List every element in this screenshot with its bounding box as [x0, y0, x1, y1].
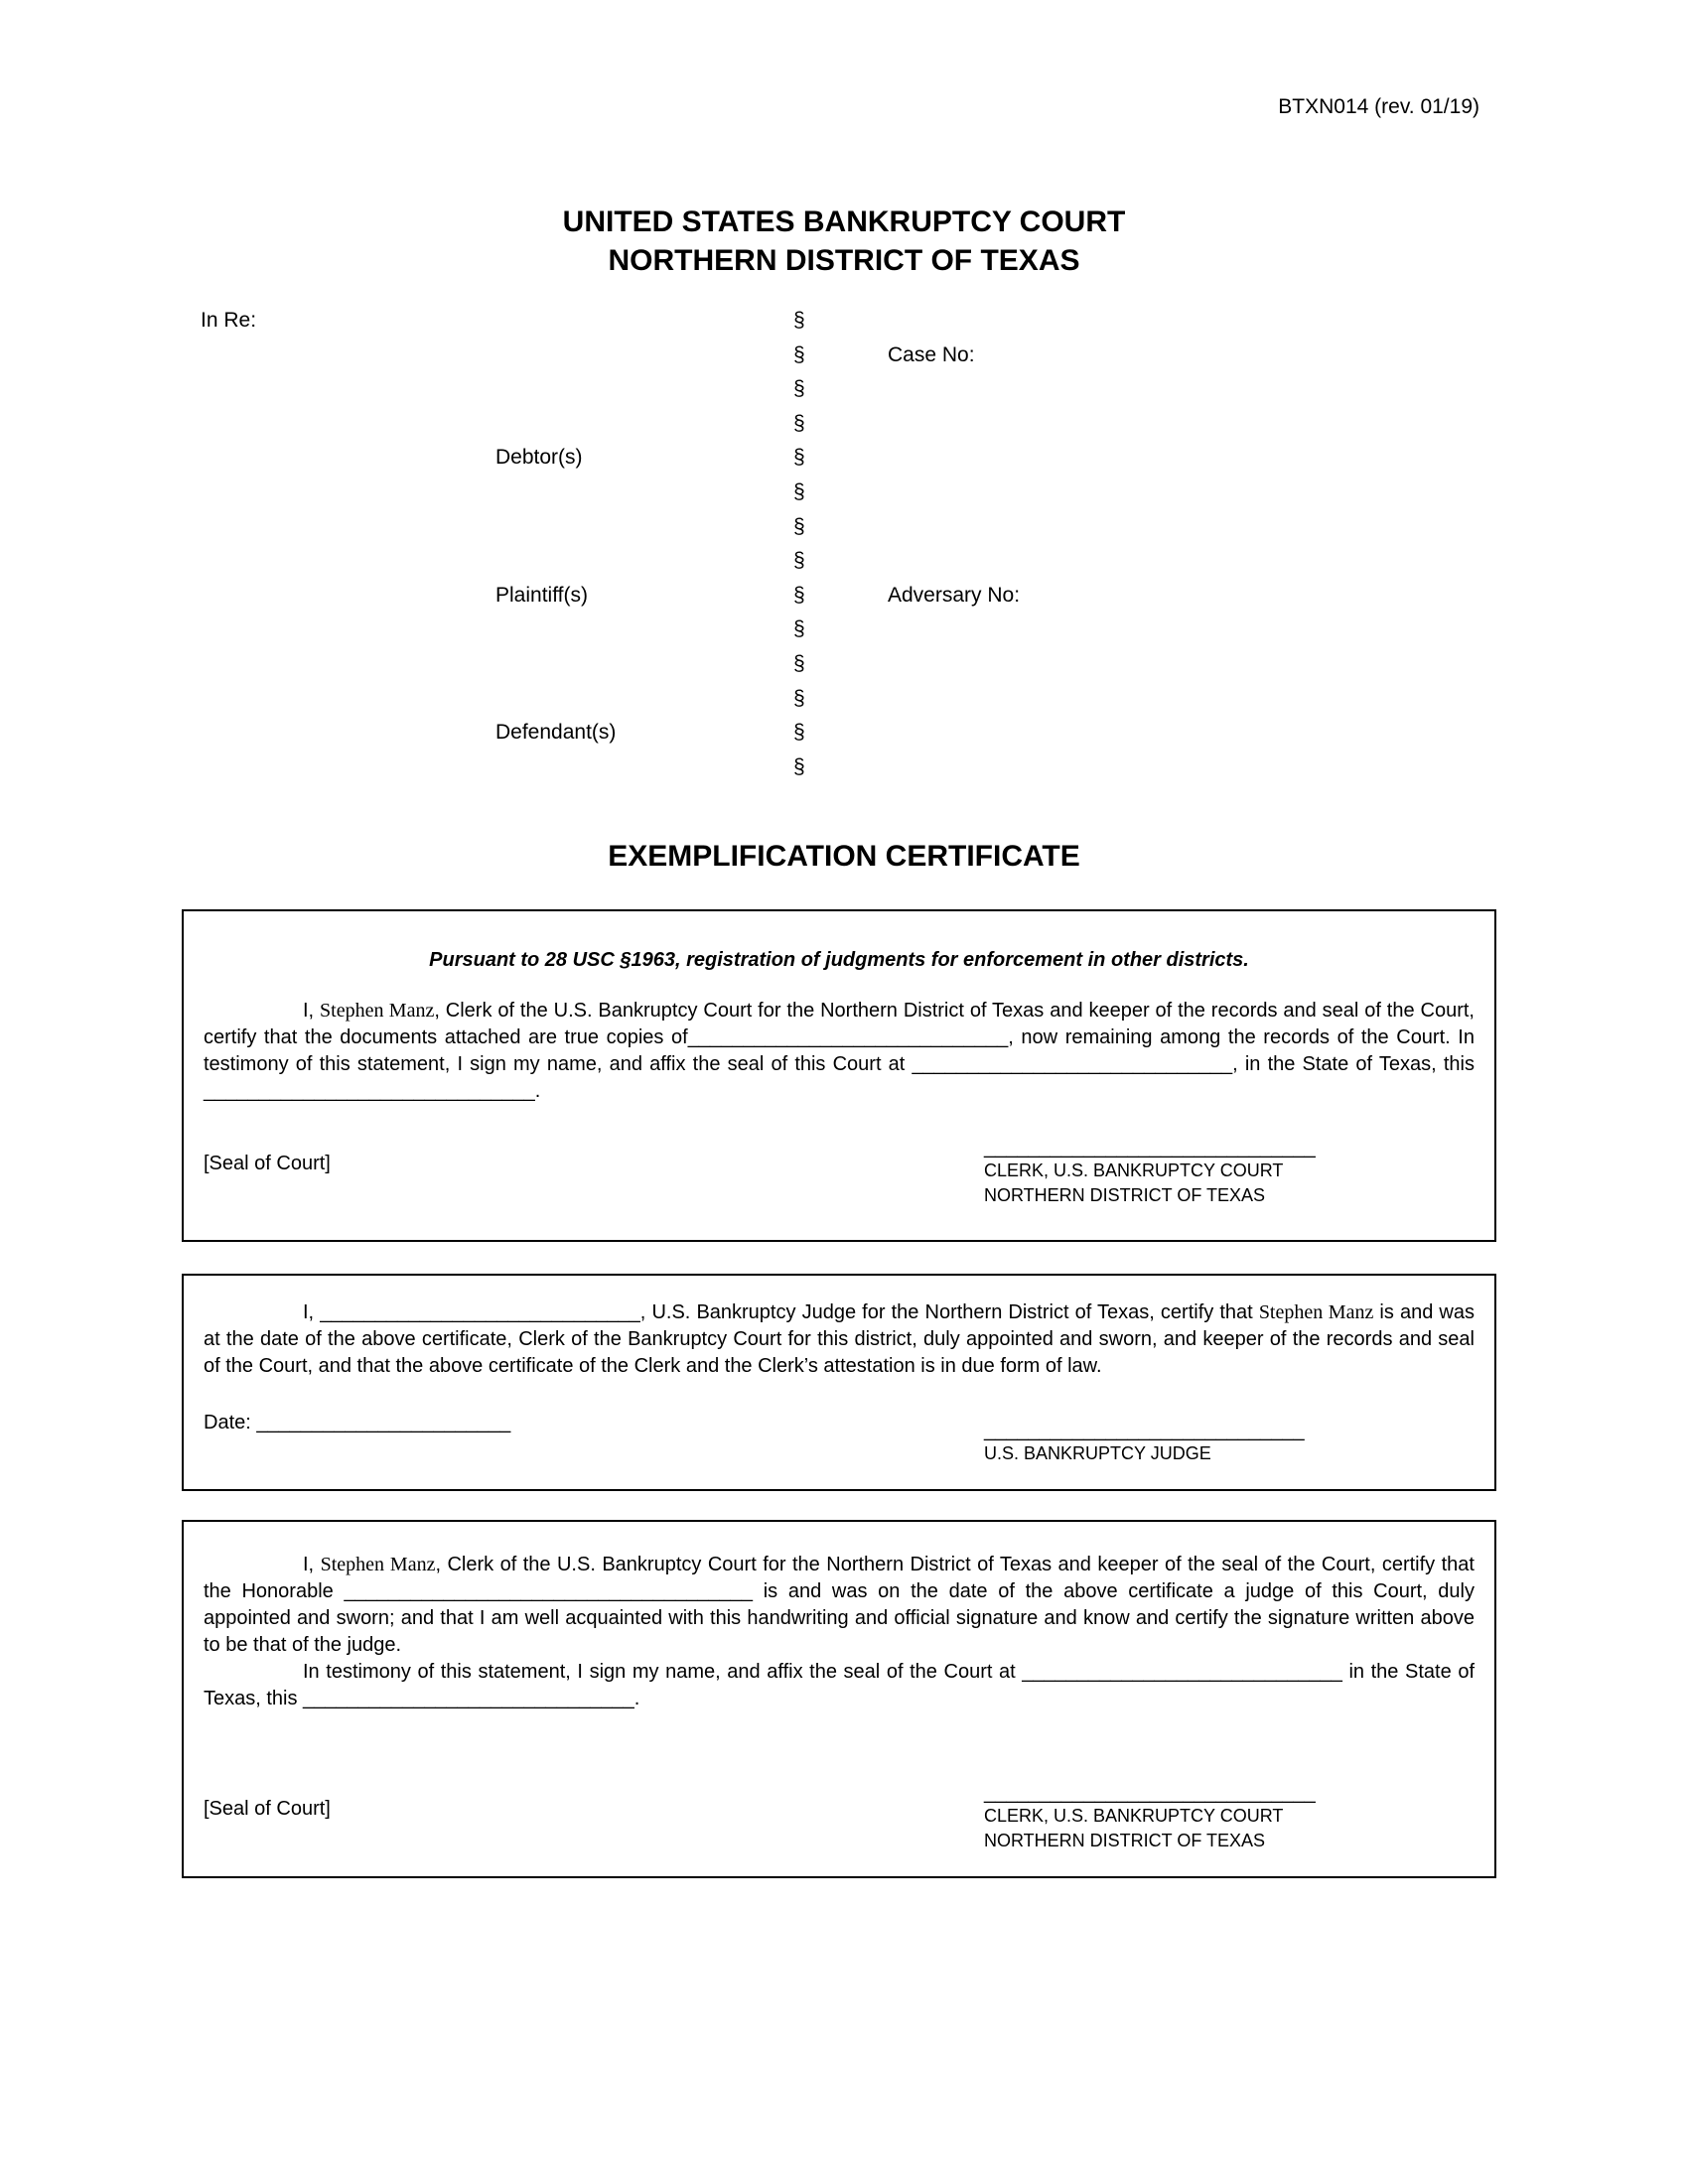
- text-segment: , in the State of Texas, this: [1232, 1053, 1475, 1075]
- court-title-line1: UNITED STATES BANKRUPTCY COURT: [562, 205, 1126, 238]
- clerk-judge-certificate-text: [204, 1552, 1475, 1659]
- caption-row: [201, 647, 1491, 682]
- caption-row: [201, 339, 1491, 373]
- section-symbol: §: [793, 651, 805, 675]
- section-symbol: §: [793, 479, 805, 503]
- section-symbol: §: [793, 721, 805, 745]
- clerk-certificate-box: [182, 909, 1496, 1242]
- caption-row: [201, 441, 1491, 476]
- text-segment: , U.S. Bankruptcy Judge for the Northern District of Texas, certify that: [639, 1301, 1259, 1323]
- signature-row: [204, 1782, 1475, 1853]
- date-label: Date:: [204, 1412, 257, 1433]
- section-symbol: §: [793, 754, 805, 778]
- judge-certificate-text: [204, 1299, 1475, 1380]
- date-field: [204, 1410, 510, 1436]
- court-title: [0, 203, 1688, 280]
- judge-name-blank: _____________________________: [320, 1301, 640, 1323]
- form-number: BTXN014 (rev. 01/19): [1278, 95, 1479, 118]
- section-symbol: §: [793, 514, 805, 538]
- caption-row: [201, 304, 1491, 339]
- signature-title-line2: NORTHERN DISTRICT OF TEXAS: [984, 1185, 1266, 1205]
- clerk-certificate-text: [204, 998, 1475, 1105]
- signature-line: _____________________________: [984, 1420, 1305, 1441]
- location-blank: _____________________________: [1022, 1661, 1342, 1683]
- text-segment: .: [633, 1688, 640, 1709]
- text-segment: I,: [303, 1554, 321, 1575]
- text-segment: In testimony of this statement, I sign my name, and affix the seal of the Court at: [303, 1661, 1023, 1683]
- debtors-label: Debtor(s): [495, 446, 583, 470]
- statute-heading: Pursuant to 28 USC §1963, registration of judgments for enforcement in other districts.: [429, 949, 1249, 971]
- date-blank: _______________________: [256, 1412, 511, 1433]
- clerk-judge-certificate-box: [182, 1520, 1496, 1878]
- caption-row: [201, 579, 1491, 614]
- text-segment: is and was on the date of the above certificate a judge of this Court, duly appointed and sworn; and that I am well acquainted with this handwriting and official signature and know and certify the signature written above to be that of the judge.: [204, 1580, 1475, 1656]
- caption-row: [201, 372, 1491, 407]
- caption-row: [201, 407, 1491, 442]
- clerk-name: Stephen Manz: [1258, 1301, 1374, 1323]
- text-segment: in the State of Texas, this: [204, 1661, 1475, 1709]
- clerk-name: Stephen Manz: [320, 1554, 436, 1575]
- signature-row: [204, 1137, 1475, 1208]
- section-symbol: §: [793, 309, 805, 332]
- case-no-label: Case No:: [888, 342, 975, 366]
- in-re-label: In Re:: [201, 309, 257, 332]
- plaintiffs-label: Plaintiff(s): [495, 583, 588, 607]
- caption-row: [201, 510, 1491, 545]
- text-segment: is and was at the date of the above certificate, Clerk of the Bankruptcy Court for this district, duly appointed and sworn, and keeper of the records and seal of the Court, and that the above certificate of the Clerk and the Clerk’s attestation is in due form of law.: [204, 1301, 1475, 1377]
- text-segment: I,: [303, 1000, 321, 1022]
- section-symbol: §: [793, 617, 805, 641]
- clerk-signature-block: [984, 1137, 1475, 1208]
- section-symbol: §: [793, 686, 805, 710]
- date-blank: ______________________________: [204, 1080, 535, 1102]
- section-symbol: §: [793, 583, 805, 607]
- clerk-name: Stephen Manz: [320, 1000, 435, 1022]
- signature-title-line1: CLERK, U.S. BANKRUPTCY COURT: [984, 1160, 1284, 1180]
- date-blank: ______________________________: [303, 1688, 634, 1709]
- caption-row: [201, 751, 1491, 785]
- signature-title: U.S. BANKRUPTCY JUDGE: [984, 1443, 1211, 1463]
- section-symbol: §: [793, 342, 805, 366]
- signature-title-line1: CLERK, U.S. BANKRUPTCY COURT: [984, 1806, 1284, 1826]
- clerk-signature-block: [984, 1782, 1475, 1853]
- section-symbol: §: [793, 411, 805, 435]
- documents-blank: _____________________________: [687, 1026, 1009, 1048]
- judge-signature-block: [984, 1420, 1475, 1466]
- section-symbol: §: [793, 377, 805, 401]
- seal-of-court-label: [Seal of Court]: [204, 1153, 331, 1174]
- case-caption: [201, 304, 1491, 784]
- signature-title-line2: NORTHERN DISTRICT OF TEXAS: [984, 1831, 1266, 1850]
- caption-row: [201, 476, 1491, 510]
- judge-certificate-box: [182, 1274, 1496, 1491]
- judge-name-blank: _____________________________________: [344, 1580, 754, 1602]
- testimony-text: [204, 1659, 1475, 1712]
- text-segment: , Clerk of the U.S. Bankruptcy Court for the Northern District of Texas and keeper of the seal of the Court, certify that the Honorable: [204, 1554, 1475, 1602]
- caption-row: [201, 613, 1491, 647]
- signature-row: [204, 1404, 1475, 1466]
- caption-row: [201, 682, 1491, 717]
- caption-row: [201, 716, 1491, 751]
- seal-of-court-label: [Seal of Court]: [204, 1798, 331, 1820]
- defendants-label: Defendant(s): [495, 721, 617, 745]
- text-segment: , now remaining among the records of the Court. In testimony of this statement, I sign my name, and affix the seal of this Court at: [204, 1026, 1475, 1075]
- text-segment: I,: [303, 1301, 321, 1323]
- signature-line: ______________________________: [984, 1137, 1316, 1159]
- certificate-title: EXEMPLIFICATION CERTIFICATE: [608, 840, 1080, 873]
- caption-row: [201, 544, 1491, 579]
- location-blank: _____________________________: [912, 1053, 1233, 1075]
- text-segment: , Clerk of the U.S. Bankruptcy Court for the Northern District of Texas and keeper of the records and seal of the Court, certify that the documents attached are true copies of: [204, 1000, 1475, 1048]
- text-segment: .: [534, 1080, 541, 1102]
- signature-line: ______________________________: [984, 1782, 1316, 1804]
- section-symbol: §: [793, 446, 805, 470]
- court-title-line2: NORTHERN DISTRICT OF TEXAS: [608, 244, 1080, 277]
- section-symbol: §: [793, 549, 805, 573]
- adversary-no-label: Adversary No:: [888, 583, 1021, 607]
